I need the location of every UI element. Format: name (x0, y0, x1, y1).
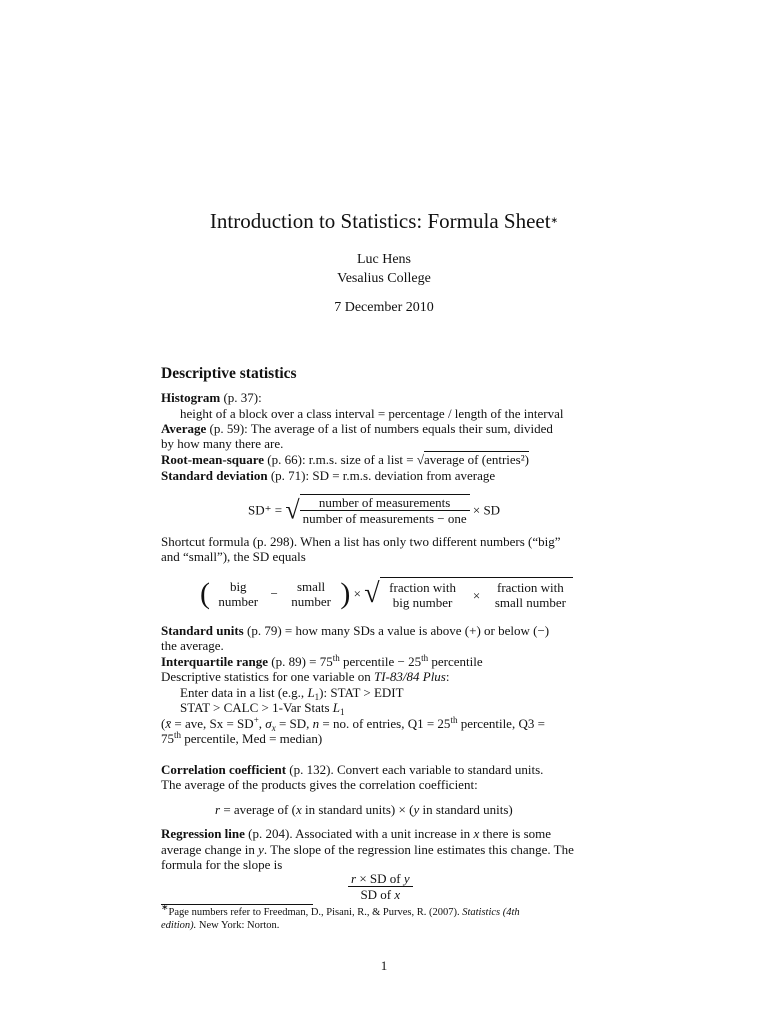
square-root-symbol: √ (364, 578, 380, 609)
regression-line-1: Regression line (p. 204). Associated with a unit increase in x there is some (161, 826, 552, 841)
author: Luc Hens (356, 252, 412, 267)
standard-units-line-2: the average. (161, 638, 224, 653)
ti-step-2: STAT > CALC > 1-Var Stats $L_1$ (180, 700, 345, 717)
ti-legend-1: (x̄ = ave, Sx = SD+, $\sigma_x$ = SD, n = no. of entries, Q1 = 25th percentile, Q3 = (161, 715, 545, 733)
average-line-2: by how many there are. (161, 436, 284, 451)
sd-plus-formula: SD⁺ = √ $\frac{\text{number of measurements}}{\text{number of measurements − one}}$ × SD (248, 495, 501, 526)
date: 7 December 2010 (334, 300, 434, 315)
ti-legend-2: 75th percentile, Med = median) (161, 730, 323, 746)
slope-formula: $\frac{\text{r × SD of y}}{\text{SD of x}}$ (348, 871, 413, 902)
correlation-formula: r = average of (x in standard units) × (y in standard units) (215, 802, 513, 817)
histogram-heading: Histogram (p. 37): (161, 390, 262, 405)
document-title: Introduction to Statistics: Formula Sheet∗ (209, 209, 559, 233)
average-line-1: Average (p. 59): The average of a list of numbers equals their sum, divided (161, 421, 553, 436)
page-number: 1 (380, 958, 388, 973)
footnote-rule (161, 904, 313, 905)
regression-line-2: average change in y. The slope of the regression line estimates this change. The (161, 842, 574, 857)
histogram-definition: height of a block over a class interval = percentage / length of the interval (180, 406, 564, 421)
rms-definition: Root-mean-square (p. 66): r.m.s. size of a list = √average of (entries²) (161, 452, 529, 467)
correlation-line-1: Correlation coefficient (p. 132). Convert each variable to standard units. (161, 762, 544, 777)
ti-intro: Descriptive statistics for one variable on TI-83/84 Plus: (161, 669, 450, 684)
correlation-line-2: The average of the products gives the correlation coefficient: (161, 777, 478, 792)
iqr-definition: Interquartile range (p. 89) = 75th percentile − 25th percentile (161, 653, 483, 669)
sd-definition: Standard deviation (p. 71): SD = r.m.s. deviation from average (161, 468, 496, 483)
shortcut-line-2: and “small”), the SD equals (161, 549, 306, 564)
rms-radicand: average of (entries²) (424, 452, 529, 467)
shortcut-formula: ( big number − small number ) × √ fraction with big number × fraction with small number (200, 577, 573, 611)
square-root-symbol: √ (416, 452, 425, 467)
standard-units-line-1: Standard units (p. 79) = how many SDs a value is above (+) or below (−) (161, 623, 550, 638)
regression-line-3: formula for the slope is (161, 857, 283, 872)
section-heading: Descriptive statistics (161, 365, 297, 382)
shortcut-line-1: Shortcut formula (p. 298). When a list has only two different numbers (“big” (161, 534, 561, 549)
affiliation: Vesalius College (337, 271, 431, 286)
ti-step-1: Enter data in a list (e.g., $L_1$): STAT > EDIT (180, 685, 404, 702)
footnote: ∗Page numbers refer to Freedman, D., Pisani, R., & Purves, R. (2007). Statistics (4th edition). New York: Norton. (161, 902, 520, 931)
square-root-symbol: √ (285, 495, 300, 525)
